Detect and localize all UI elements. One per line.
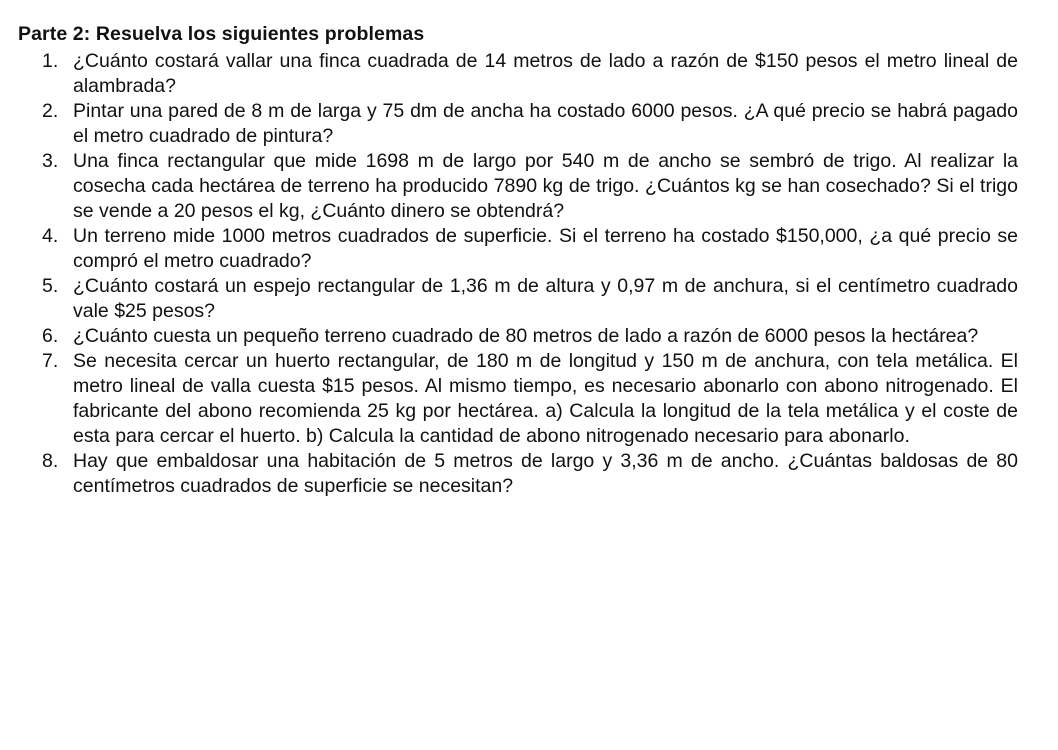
problem-text: Un terreno mide 1000 metros cuadrados de superficie. Si el terreno ha costado $150,000, ¿a qué precio se compró el metro cuadrado? <box>73 225 1018 272</box>
problem-number: 5. <box>42 275 59 297</box>
problem-number: 6. <box>42 325 59 347</box>
problem-text: Se necesita cercar un huerto rectangular, de 180 m de longitud y 150 m de anchura, con tela metálica. El metro lineal de valla cuesta $15 pesos. Al mismo tiempo, es necesario abonarlo con abono nitrogenado. El fabricante del abono recomienda 25 kg por hectárea. a) Calcula la longitud de la tela metálica y el coste de esta para cercar el huerto. b) Calcula la cantidad de abono nitrogenado necesario para abonarlo. <box>73 350 1018 447</box>
problem-item-7 <box>18 349 1018 449</box>
problem-list <box>18 49 1018 499</box>
problem-number: 4. <box>42 225 59 247</box>
problem-number: 2. <box>42 100 59 122</box>
problem-number: 1. <box>42 50 59 72</box>
problem-text: ¿Cuánto cuesta un pequeño terreno cuadrado de 80 metros de lado a razón de 6000 pesos la hectárea? <box>73 325 979 347</box>
problem-item-2 <box>18 99 1018 149</box>
problem-text: Hay que embaldosar una habitación de 5 metros de largo y 3,36 m de ancho. ¿Cuántas baldosas de 80 centímetros cuadrados de superficie se necesitan? <box>73 450 1018 497</box>
problem-item-5 <box>18 274 1018 324</box>
problem-text: Una finca rectangular que mide 1698 m de largo por 540 m de ancho se sembró de trigo. Al realizar la cosecha cada hectárea de terreno ha producido 7890 kg de trigo. ¿Cuántos kg se han cosechado? Si el trigo se vende a 20 pesos el kg, ¿Cuánto dinero se obtendrá? <box>73 150 1018 222</box>
problem-item-4 <box>18 224 1018 274</box>
section-title: Parte 2: Resuelva los siguientes problemas <box>18 23 425 45</box>
problem-item-6 <box>18 324 1018 349</box>
problem-number: 8. <box>42 450 59 472</box>
problem-item-8 <box>18 449 1018 499</box>
problem-number: 7. <box>42 350 59 372</box>
problem-text: ¿Cuánto costará un espejo rectangular de 1,36 m de altura y 0,97 m de anchura, si el centímetro cuadrado vale $25 pesos? <box>73 275 1018 322</box>
problem-text: ¿Cuánto costará vallar una finca cuadrada de 14 metros de lado a razón de $150 pesos el metro lineal de alambrada? <box>73 50 1018 97</box>
problem-item-1 <box>18 49 1018 99</box>
problem-item-3 <box>18 149 1018 224</box>
problem-number: 3. <box>42 150 59 172</box>
problem-text: Pintar una pared de 8 m de larga y 75 dm de ancha ha costado 6000 pesos. ¿A qué precio se habrá pagado el metro cuadrado de pintura? <box>73 100 1018 147</box>
